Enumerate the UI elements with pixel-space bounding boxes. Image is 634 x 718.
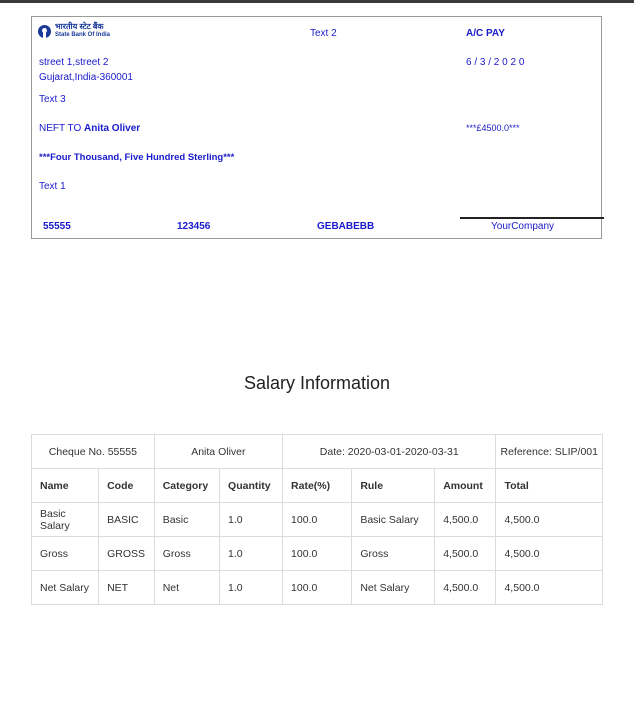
salary-title: Salary Information xyxy=(243,373,391,393)
cell-rule: Gross xyxy=(352,537,435,571)
company-name: YourCompany xyxy=(491,221,555,232)
amount-in-words: ***Four Thousand, Five Hundred Sterling*** xyxy=(39,152,235,163)
header-code: Code xyxy=(99,469,155,503)
cell-code: BASIC xyxy=(99,503,155,537)
payee-name: Anita Oliver xyxy=(84,123,141,134)
info-date: Date: 2020-03-01-2020-03-31 xyxy=(283,435,496,469)
cheque xyxy=(31,16,602,239)
header-rate: Rate(%) xyxy=(283,469,352,503)
header-category: Category xyxy=(154,469,219,503)
cell-name: Gross xyxy=(32,537,99,571)
address-line-2: Gujarat,India-360001 xyxy=(39,72,133,83)
bank-logo xyxy=(38,23,110,39)
cell-code: GROSS xyxy=(99,537,155,571)
header-quantity: Quantity xyxy=(220,469,283,503)
cell-category: Basic xyxy=(154,503,219,537)
ifsc-code: GEBABEBB xyxy=(317,221,375,232)
bank-name-hindi: भारतीय स्टेट बैंक xyxy=(55,22,104,31)
salary-header-row xyxy=(32,469,603,503)
cell-name: Basic Salary xyxy=(32,503,99,537)
neft-line xyxy=(39,123,140,134)
cell-rate: 100.0 xyxy=(283,571,352,605)
cell-total: 4,500.0 xyxy=(496,537,603,571)
text-1: Text 1 xyxy=(39,181,66,192)
cell-name: Net Salary xyxy=(32,571,99,605)
info-cheque-no: Cheque No. 55555 xyxy=(32,435,155,469)
signature-line xyxy=(460,217,604,219)
salary-info-row xyxy=(32,435,603,469)
header-rule: Rule xyxy=(352,469,435,503)
cell-category: Net xyxy=(154,571,219,605)
sbi-logo-icon xyxy=(38,25,51,38)
cell-rate: 100.0 xyxy=(283,537,352,571)
cell-amount: 4,500.0 xyxy=(435,537,496,571)
table-row xyxy=(32,503,603,537)
cell-quantity: 1.0 xyxy=(220,503,283,537)
cell-quantity: 1.0 xyxy=(220,537,283,571)
cell-code: NET xyxy=(99,571,155,605)
cell-total: 4,500.0 xyxy=(496,503,603,537)
neft-prefix: NEFT TO xyxy=(39,123,82,134)
info-reference: Reference: SLIP/001 xyxy=(496,435,603,469)
salary-table xyxy=(31,434,603,605)
header-name: Name xyxy=(32,469,99,503)
cell-rule: Net Salary xyxy=(352,571,435,605)
cell-amount: 4,500.0 xyxy=(435,571,496,605)
top-rule xyxy=(0,0,634,3)
info-employee: Anita Oliver xyxy=(154,435,282,469)
account-number: 123456 xyxy=(177,221,211,232)
cell-category: Gross xyxy=(154,537,219,571)
table-row xyxy=(32,537,603,571)
cell-rate: 100.0 xyxy=(283,503,352,537)
cell-amount: 4,500.0 xyxy=(435,503,496,537)
header-amount: Amount xyxy=(435,469,496,503)
cell-total: 4,500.0 xyxy=(496,571,603,605)
cell-rule: Basic Salary xyxy=(352,503,435,537)
table-row xyxy=(32,571,603,605)
ac-pay: A/C PAY xyxy=(466,28,505,39)
cheque-amount: ***£4500.0*** xyxy=(466,123,520,133)
text-3: Text 3 xyxy=(39,94,66,105)
bank-name-english: State Bank Of India xyxy=(55,32,111,38)
cheque-date: 6 / 3 / 2 0 2 0 xyxy=(466,57,525,68)
cheque-number: 55555 xyxy=(43,221,71,232)
header-total: Total xyxy=(496,469,603,503)
address-line-1: street 1,street 2 xyxy=(39,57,109,68)
cell-quantity: 1.0 xyxy=(220,571,283,605)
text-2: Text 2 xyxy=(310,28,337,39)
